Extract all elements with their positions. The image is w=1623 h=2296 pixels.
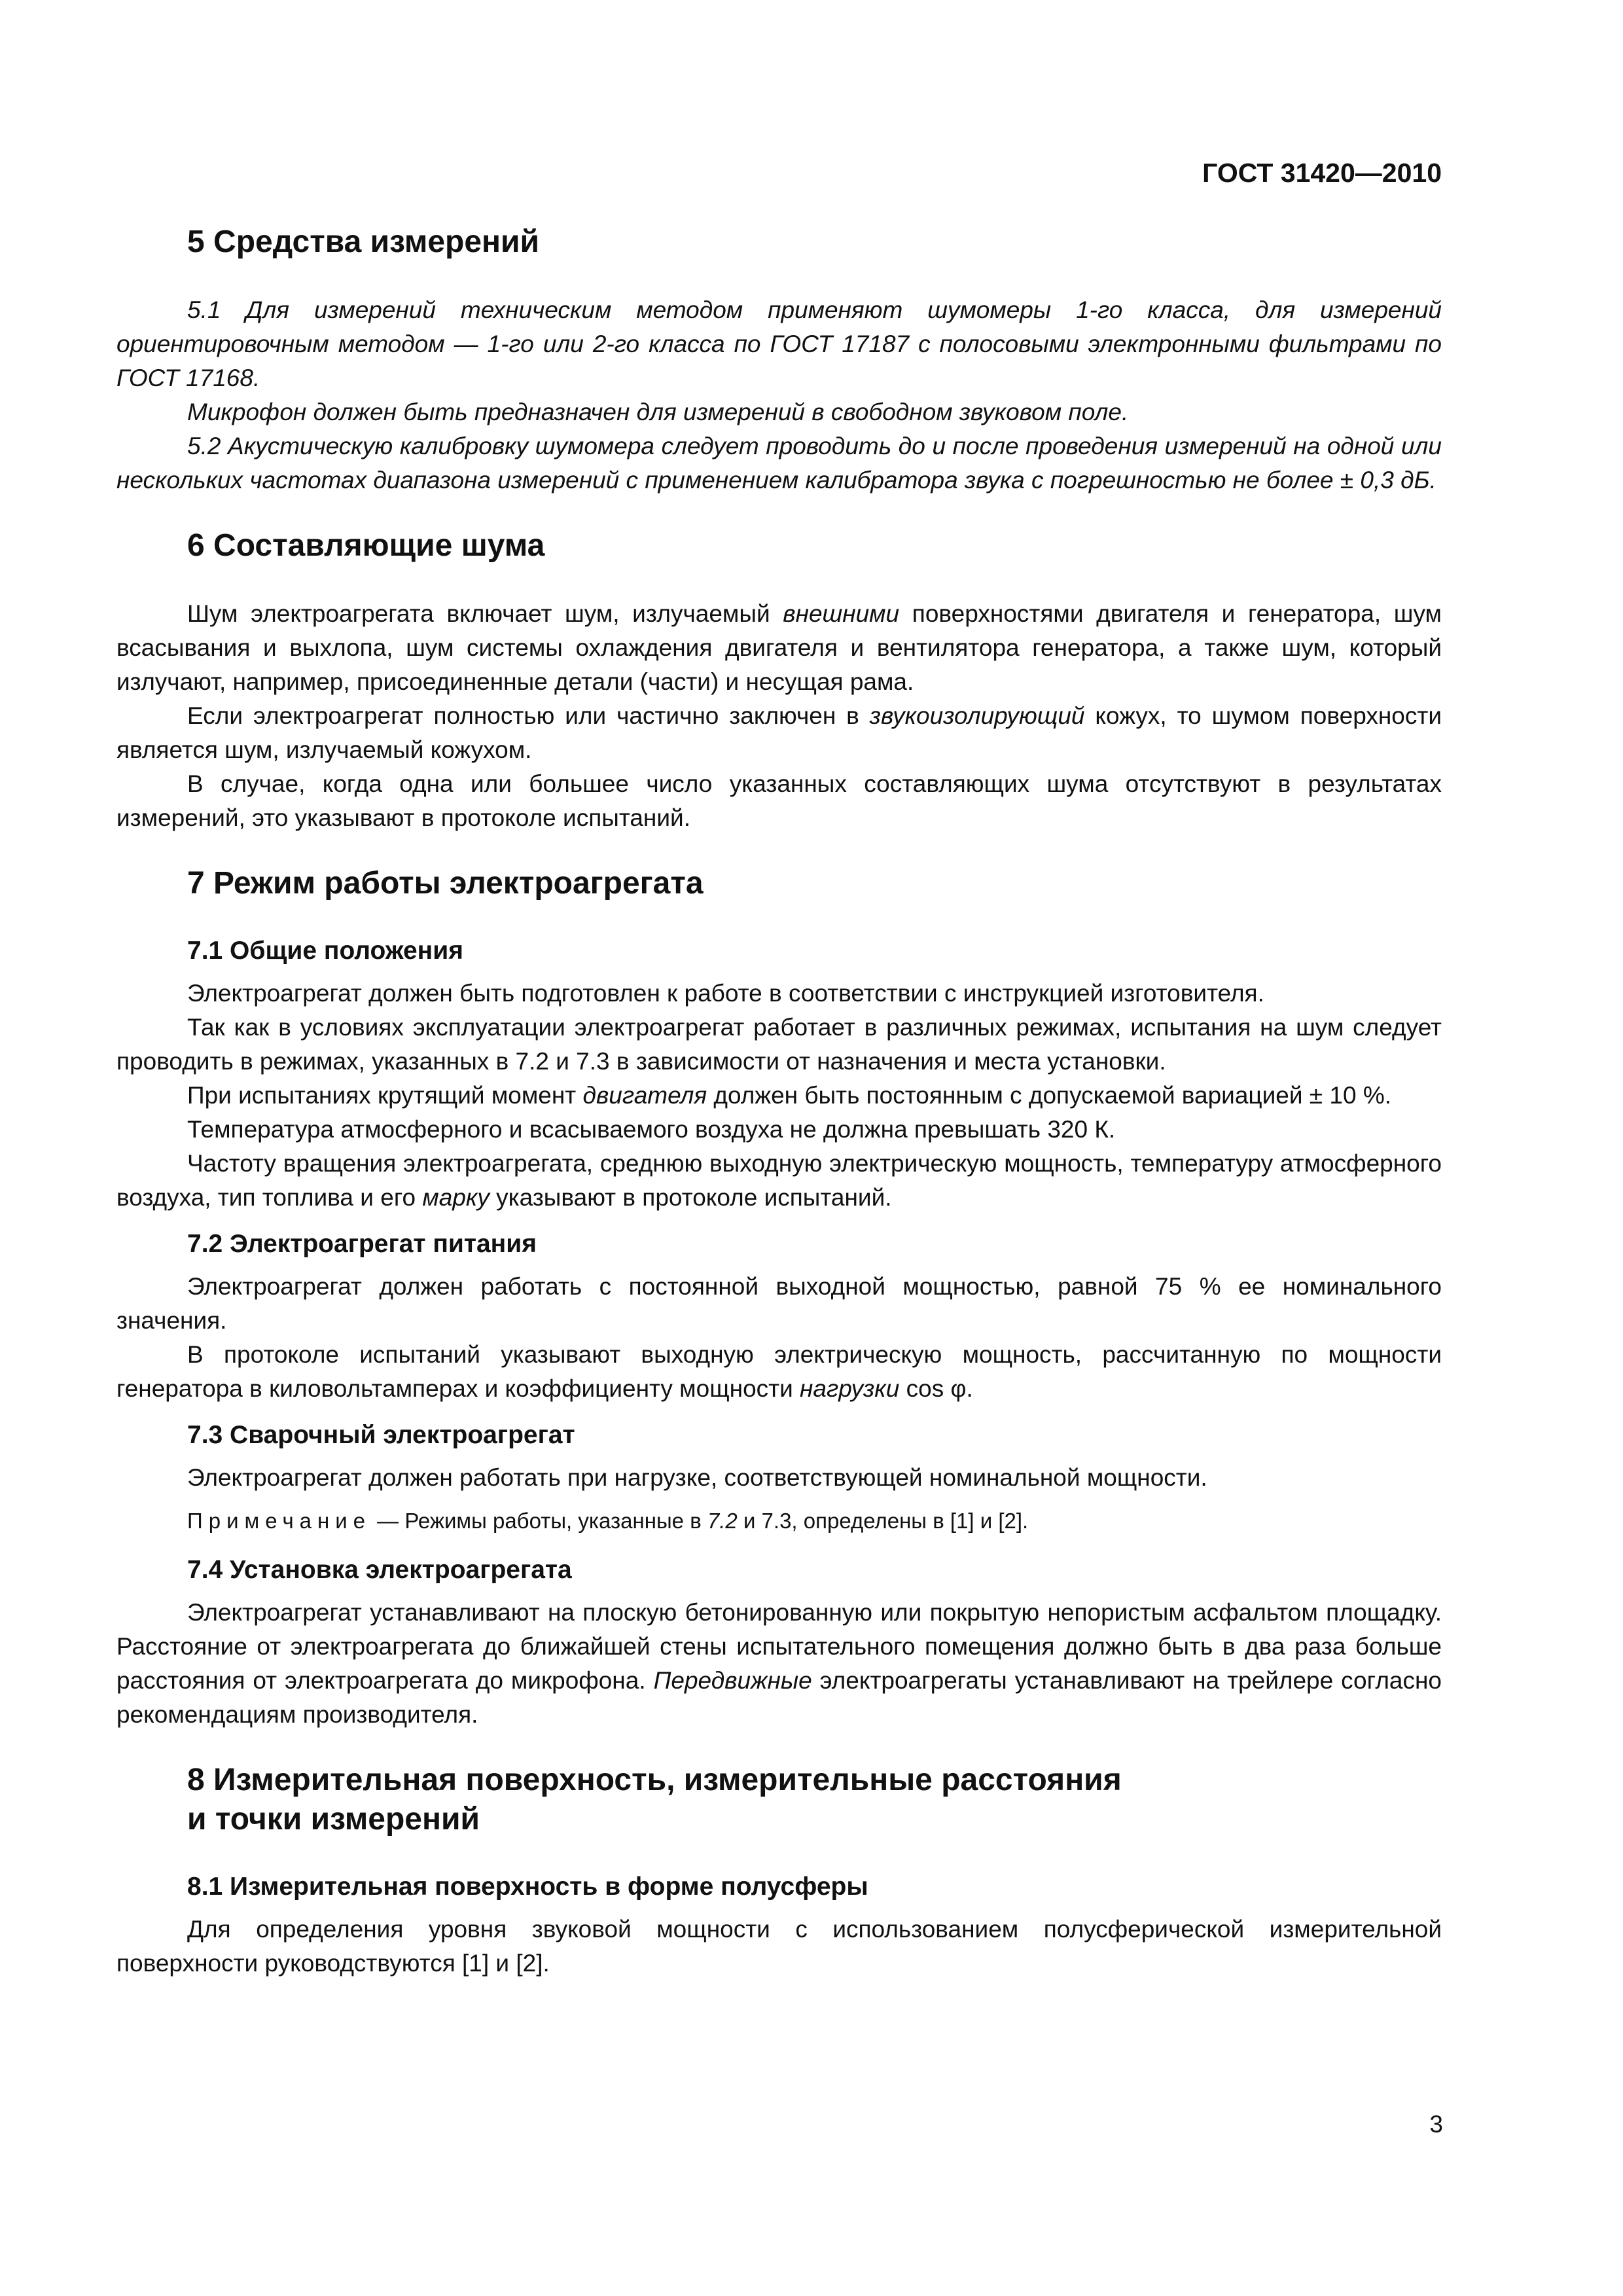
subsection-7-3-paragraph-1: Электроагрегат должен работать при нагрузке, соответствующей номинальной мощности.	[187, 1464, 1207, 1491]
section-5-title: 5 Средства измерений	[187, 224, 540, 259]
subsection-8-1-paragraph-1: Для определения уровня звуковой мощности с использованием полусферической измерительной поверхности руководствуются [1] и [2].	[116, 1916, 1442, 1977]
subsection-7-1-paragraph-5: Частоту вращения электроагрегата, среднюю выходную электрическую мощность, температуру атмосферного воздуха, тип топлива и его марку указывают в протоколе испытаний.	[116, 1150, 1442, 1211]
subsection-7-1-paragraph-2: Так как в условиях эксплуатации электроагрегат работает в различных режимах, испытания на шум следует проводить в режимах, указанных в 7.2 и 7.3 в зависимости от назначения и места установки.	[116, 1014, 1442, 1075]
section-8-title: 8 Измерительная поверхность, измерительные расстояния и точки измерений	[187, 1763, 1122, 1837]
note-label: Примечание	[187, 1509, 372, 1533]
section-5-paragraph-3: 5.2 Акустическую калибровку шумомера следует проводить до и после проведения измерений на одной или нескольких частотах диапазона измерений с применением калибратора звука с погрешностью не более ± 0,3 дБ.	[116, 433, 1442, 493]
subsection-7-3-title: 7.3 Сварочный электроагрегат	[187, 1421, 575, 1449]
subsection-7-2-paragraph-1: Электроагрегат должен работать с постоянной выходной мощностью, равной 75 % ее номинального значения.	[116, 1273, 1442, 1334]
subsection-7-1-paragraph-1: Электроагрегат должен быть подготовлен к работе в соответствии с инструкцией изготовителя.	[187, 980, 1264, 1007]
emphasis-text: 7.2	[707, 1509, 738, 1533]
document-header: ГОСТ 31420—2010	[1202, 158, 1442, 188]
section-5-paragraph-1: 5.1 Для измерений техническим методом применяют шумомеры 1-го класса, для измерений ориентировочным методом — 1-го или 2-го класса по ГОСТ 17187 с полосовыми электронными фильтрами по ГОСТ 17168.	[116, 296, 1442, 391]
subsection-7-4-paragraph-1: Электроагрегат устанавливают на плоскую бетонированную или покрытую непористым асфальтом площадку. Расстояние от электроагрегата до ближайшей стены испытательного помещения должно быть в два раза больше расстояния от электроагрегата до микрофона. Передвижные электроагрегаты устанавливают на трейлере согласно рекомендациям производителя.	[116, 1599, 1442, 1728]
section-5-paragraph-2: Микрофон должен быть предназначен для измерений в свободном звуковом поле.	[187, 399, 1129, 425]
emphasis-text: марку	[422, 1184, 490, 1211]
section-6-paragraph-2: Если электроагрегат полностью или частично заключен в звукоизолирующий кожух, то шумом поверхности является шум, излучаемый кожухом.	[116, 702, 1442, 763]
section-6-paragraph-1: Шум электроагрегата включает шум, излучаемый внешними поверхностями двигателя и генератора, шум всасывания и выхлопа, шум системы охлаждения двигателя и вентилятора генератора, а также шум, который излучают, например, присоединенные детали (части) и несущая рама.	[116, 600, 1442, 695]
page-number: 3	[1429, 2111, 1443, 2138]
emphasis-text: Передвижные	[653, 1667, 812, 1694]
section-7-title: 7 Режим работы электроагрегата	[187, 866, 704, 901]
subsection-7-1-paragraph-4: Температура атмосферного и всасываемого воздуха не должна превышать 320 К.	[187, 1116, 1116, 1143]
emphasis-text: двигателя	[582, 1082, 707, 1109]
emphasis-text: звукоизолирующий	[869, 702, 1085, 729]
subsection-8-1-title: 8.1 Измерительная поверхность в форме полусферы	[187, 1873, 868, 1901]
subsection-7-1-title: 7.1 Общие положения	[187, 937, 463, 965]
subsection-7-2-title: 7.2 Электроагрегат питания	[187, 1230, 537, 1258]
note: Примечание — Режимы работы, указанные в 7.2 и 7.3, определены в [1] и [2].	[187, 1509, 1029, 1533]
emphasis-text: нагрузки	[800, 1375, 900, 1402]
subsection-7-4-title: 7.4 Установка электроагрегата	[187, 1556, 572, 1584]
subsection-7-1-paragraph-3: При испытаниях крутящий момент двигателя должен быть постоянным с допускаемой вариацией ± 10 %.	[187, 1082, 1391, 1109]
page-content	[116, 223, 1442, 1981]
emphasis-text: внешними	[783, 600, 900, 627]
subsection-7-2-paragraph-2: В протоколе испытаний указывают выходную электрическую мощность, рассчитанную по мощности генератора в киловольтамперах и коэффициенту мощности нагрузки cos φ.	[116, 1341, 1442, 1402]
section-6-title: 6 Составляющие шума	[187, 528, 545, 563]
section-6-paragraph-3: В случае, когда одна или большее число указанных составляющих шума отсутствуют в результатах измерений, это указывают в протоколе испытаний.	[116, 770, 1442, 831]
